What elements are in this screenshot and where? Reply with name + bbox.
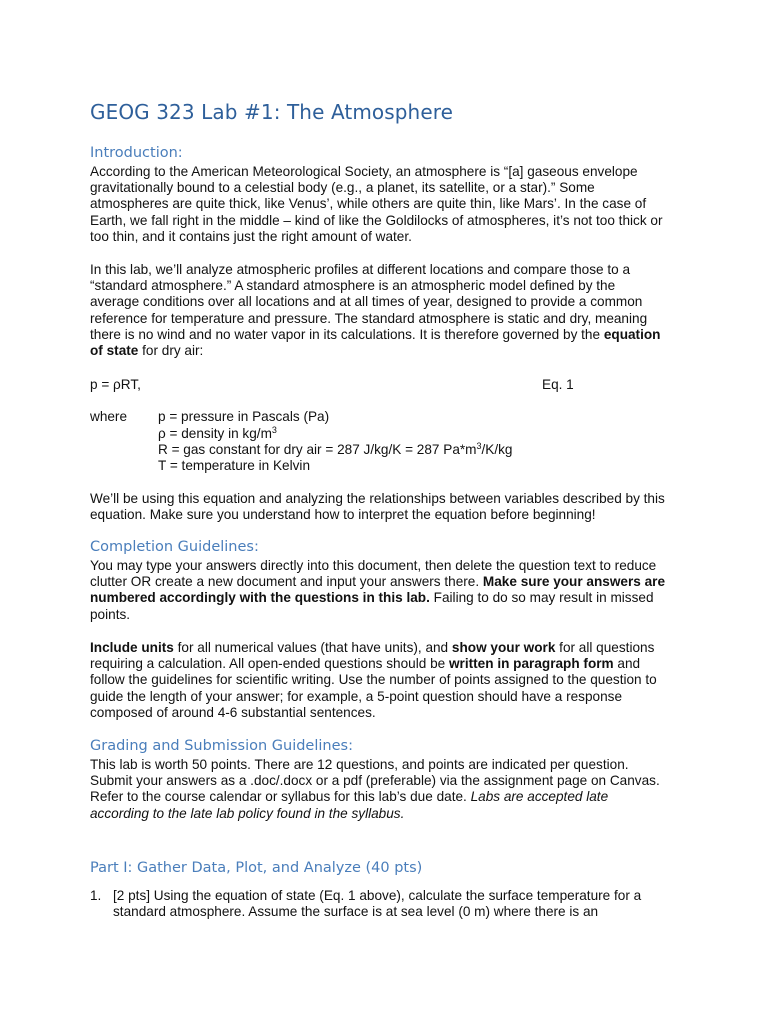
- italic-text: Labs are accepted late: [470, 789, 609, 805]
- text-line: According to the American Meteorological Society, an atmosphere is “[a] gaseous envelope: [90, 164, 638, 179]
- bold-term: equation: [603, 326, 661, 342]
- equation-line: [90, 377, 690, 393]
- grading-paragraph: [90, 757, 690, 822]
- part1-heading: Part I: Gather Data, Plot, and Analyze (40 pts): [90, 860, 423, 876]
- definition-t: T = temperature in Kelvin: [158, 458, 311, 473]
- text-line: “standard atmosphere.” A standard atmosphere is an atmospheric model defined by the: [90, 278, 616, 294]
- question-1-text: [113, 888, 641, 920]
- text-line: [90, 590, 690, 606]
- question-number: 1.: [90, 888, 102, 903]
- intro-paragraph-2: [90, 262, 690, 359]
- equation-label: Eq. 1: [542, 377, 574, 392]
- text-run: for all numerical values (that have units), and: [173, 640, 452, 655]
- text-run: for all questions: [555, 640, 655, 655]
- intro-paragraph-1: [90, 164, 690, 245]
- bold-term: written in paragraph form: [448, 656, 614, 672]
- bold-term: Make sure your answers are: [482, 574, 666, 590]
- grading-heading: Grading and Submission Guidelines:: [90, 738, 353, 754]
- text-run: there is no wind and no water vapor in its calculations. It is therefore governed by the: [90, 326, 604, 342]
- text-run: clutter OR create a new document and input your answers there.: [90, 574, 483, 590]
- text-line: points.: [90, 606, 131, 622]
- completion-paragraph-1: [90, 558, 690, 623]
- completion-heading: Completion Guidelines:: [90, 539, 259, 555]
- bold-term: show your work: [451, 640, 556, 655]
- superscript: 3: [476, 441, 482, 451]
- text-run: requiring a calculation. All open-ended questions should be: [90, 656, 449, 672]
- text-line: too thin, and it contains just the right amount of water.: [90, 228, 412, 244]
- text-run: for dry air:: [138, 343, 204, 359]
- text-line: average conditions over all locations and at all times of year, designed to provide a common: [90, 294, 643, 310]
- introduction-heading: Introduction:: [90, 145, 183, 161]
- text-line: In this lab, we’ll analyze atmospheric profiles at different locations and compare those to a: [90, 262, 631, 277]
- text-line: Earth, we fall right in the middle – kind of like the Goldilocks of atmospheres, it’s not too thick or: [90, 212, 663, 228]
- superscript: 3: [271, 425, 277, 435]
- text-line: equation. Make sure you understand how to interpret the equation before beginning!: [90, 507, 596, 523]
- definition-p: p = pressure in Pascals (Pa): [158, 409, 330, 424]
- text-line: composed of around 4-6 substantial sentences.: [90, 704, 376, 720]
- text-line: [90, 574, 690, 590]
- text-run: Failing to do so may result in missed: [429, 590, 654, 606]
- text-line: atmospheres are quite thick, like Venus’, while others are quite thin, like Mars’. In the case of: [90, 196, 647, 212]
- text-run: and: [613, 656, 641, 672]
- text-line: [90, 789, 690, 805]
- text-line: standard atmosphere. Assume the surface is at sea level (0 m) where there is an: [113, 904, 599, 920]
- text-line: [90, 327, 690, 343]
- equation: p = ρRT,: [90, 377, 141, 392]
- text-line: You may type your answers directly into this document, then delete the question text to reduce: [90, 558, 657, 573]
- text-line: [90, 640, 690, 656]
- where-label: where: [90, 409, 128, 424]
- text-run: /K/kg: [481, 442, 513, 457]
- completion-paragraph-2: [90, 640, 690, 721]
- text-run: R = gas constant for dry air = 287 J/kg/K = 287 Pa*m: [158, 442, 477, 457]
- italic-text: according to the late lab policy found in the syllabus.: [90, 805, 405, 821]
- bold-term: of state: [90, 343, 139, 359]
- intro-paragraph-3: [90, 491, 690, 523]
- text-line: [90, 656, 690, 672]
- definition-rho: [158, 426, 277, 442]
- text-line: [90, 806, 690, 822]
- text-run: ρ = density in kg/m: [158, 426, 272, 441]
- text-line: [90, 343, 690, 359]
- text-line: reference for temperature and pressure. The standard atmosphere is static and dry, meaning: [90, 310, 648, 326]
- text-line: follow the guidelines for scientific writing. Use the number of points assigned to the question to: [90, 672, 657, 688]
- text-line: Submit your answers as a .doc/.docx or a pdf (preferable) via the assignment page on Canvas.: [90, 773, 660, 789]
- bold-term: numbered accordingly with the questions in this lab.: [90, 590, 430, 606]
- text-line: gravitationally bound to a celestial body (e.g., a planet, its satellite, or a star).” Some: [90, 180, 595, 196]
- bold-term: Include units: [90, 640, 174, 655]
- text-run: Refer to the course calendar or syllabus for this lab’s due date.: [90, 789, 471, 805]
- text-line: [2 pts] Using the equation of state (Eq. 1 above), calculate the surface temperature for a: [113, 888, 642, 903]
- definition-r: [158, 442, 513, 458]
- text-line: This lab is worth 50 points. There are 12 questions, and points are indicated per question.: [90, 757, 629, 772]
- page-title: GEOG 323 Lab #1: The Atmosphere: [90, 100, 454, 124]
- text-line: We’ll be using this equation and analyzing the relationships between variables described by this: [90, 491, 665, 506]
- text-line: guide the length of your answer; for example, a 5-point question should have a response: [90, 688, 623, 704]
